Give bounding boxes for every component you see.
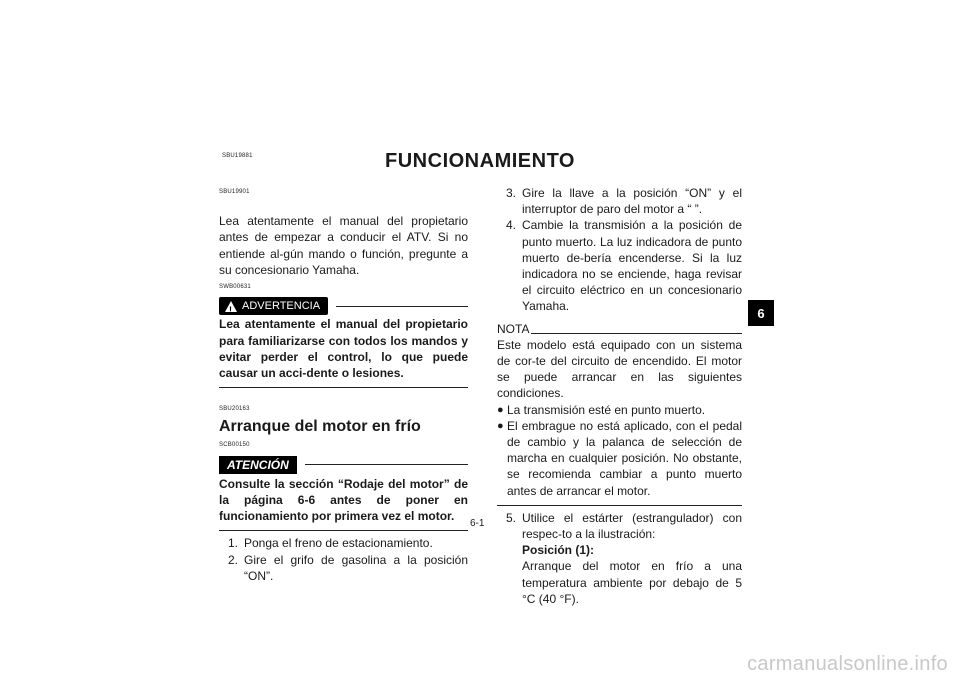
list-item xyxy=(219,535,468,551)
section-heading-code: SBU20163 xyxy=(219,406,250,413)
caution-rule xyxy=(305,464,468,465)
intro-code: SBU19901 xyxy=(219,189,250,195)
caution-end-rule xyxy=(219,530,468,531)
right-column xyxy=(497,185,742,607)
note-label: NOTA xyxy=(497,321,530,336)
watermark: carmanualsonline.info xyxy=(747,653,948,675)
step-number: 5. xyxy=(505,510,516,525)
step-5-text: Utilice el estárter (estrangulador) con respec-to a la ilustración: xyxy=(522,510,742,542)
warning-header xyxy=(219,297,468,315)
step-number: 4. xyxy=(505,218,516,233)
warning-text: Lea atentamente el manual del propietario para familiarizarse con todos los mandos y evitar perder el control, lo que puede causar un acci-dente o lesiones. xyxy=(219,317,468,381)
left-column xyxy=(219,189,468,584)
step-text: Cambie la transmisión a la posición de punto muerto. La luz indicadora de punto muerto de-bería encenderse. Si la luz indicadora no se enciende, haga revisar el circuito eléctrico en un concesionario Yamaha. xyxy=(522,218,742,314)
warning-label: ADVERTENCIA xyxy=(242,300,321,313)
note-rule xyxy=(531,333,742,334)
list-item xyxy=(497,402,742,418)
note-end-rule xyxy=(497,505,742,506)
caution-code: SCB00150 xyxy=(219,442,250,449)
list-item xyxy=(497,185,742,217)
step-text: Ponga el freno de estacionamiento. xyxy=(244,536,433,551)
caution-text: Consulte la sección “Rodaje del motor” de la página 6-6 antes de poner en funcionamiento por primera vez el motor. xyxy=(219,476,468,524)
step-text: Gire la llave a la posición “ON” y el interruptor de paro del motor a “ ”. xyxy=(522,186,742,217)
caution-badge: ATENCIÓN xyxy=(219,456,297,474)
step-text xyxy=(522,510,742,607)
warning-badge xyxy=(219,297,328,315)
warning-code: SWB00631 xyxy=(219,284,251,291)
page-number: 6-1 xyxy=(470,518,485,529)
intro-paragraph: Lea atentamente el manual del propietario antes de empezar a conducir el ATV. Si no entiende al-gún mando o función, pregunte a su concesionario Yamaha. xyxy=(219,214,468,277)
page-title: FUNCIONAMIENTO xyxy=(385,150,575,172)
chapter-tab: 6 xyxy=(748,300,774,326)
note-bullets xyxy=(497,402,742,499)
caution-header xyxy=(219,456,468,474)
bullet-icon: ● xyxy=(497,403,504,416)
note-header xyxy=(497,321,742,337)
warning-triangle-icon: ! xyxy=(225,301,237,312)
step-number: 2. xyxy=(227,552,238,567)
section-heading: Arranque del motor en frío xyxy=(219,418,421,436)
warning-end-rule xyxy=(219,387,468,388)
section-code: SBU19881 xyxy=(222,153,253,159)
list-item xyxy=(497,510,742,607)
right-steps-list xyxy=(497,185,742,315)
bullet-icon: ● xyxy=(497,419,504,432)
list-item xyxy=(497,217,742,314)
warning-rule xyxy=(336,306,468,307)
bullet-text: La transmisión esté en punto muerto. xyxy=(507,402,706,417)
position-text: Arranque del motor en frío a una temperatura ambiente por debajo de 5 °C (40 °F). xyxy=(522,559,742,606)
step-5-list xyxy=(497,510,742,607)
note-text: Este modelo está equipado con un sistema de cor-te del circuito de encendido. El motor se puede arrancar en las siguientes condiciones. xyxy=(497,337,742,401)
step-number: 1. xyxy=(227,536,238,551)
step-text: Gire el grifo de gasolina a la posición “ON”. xyxy=(244,552,468,583)
position-label: Posición (1): xyxy=(522,543,595,558)
bullet-text: El embrague no está aplicado, con el pedal de cambio y la palanca de selección de marcha en cualquier posición. No obstante, se recomienda cambiar a punto muerto antes de arrancar el motor. xyxy=(507,418,742,498)
list-item xyxy=(497,418,742,499)
left-steps-list xyxy=(219,535,468,584)
step-number: 3. xyxy=(505,186,516,200)
list-item xyxy=(219,552,468,584)
